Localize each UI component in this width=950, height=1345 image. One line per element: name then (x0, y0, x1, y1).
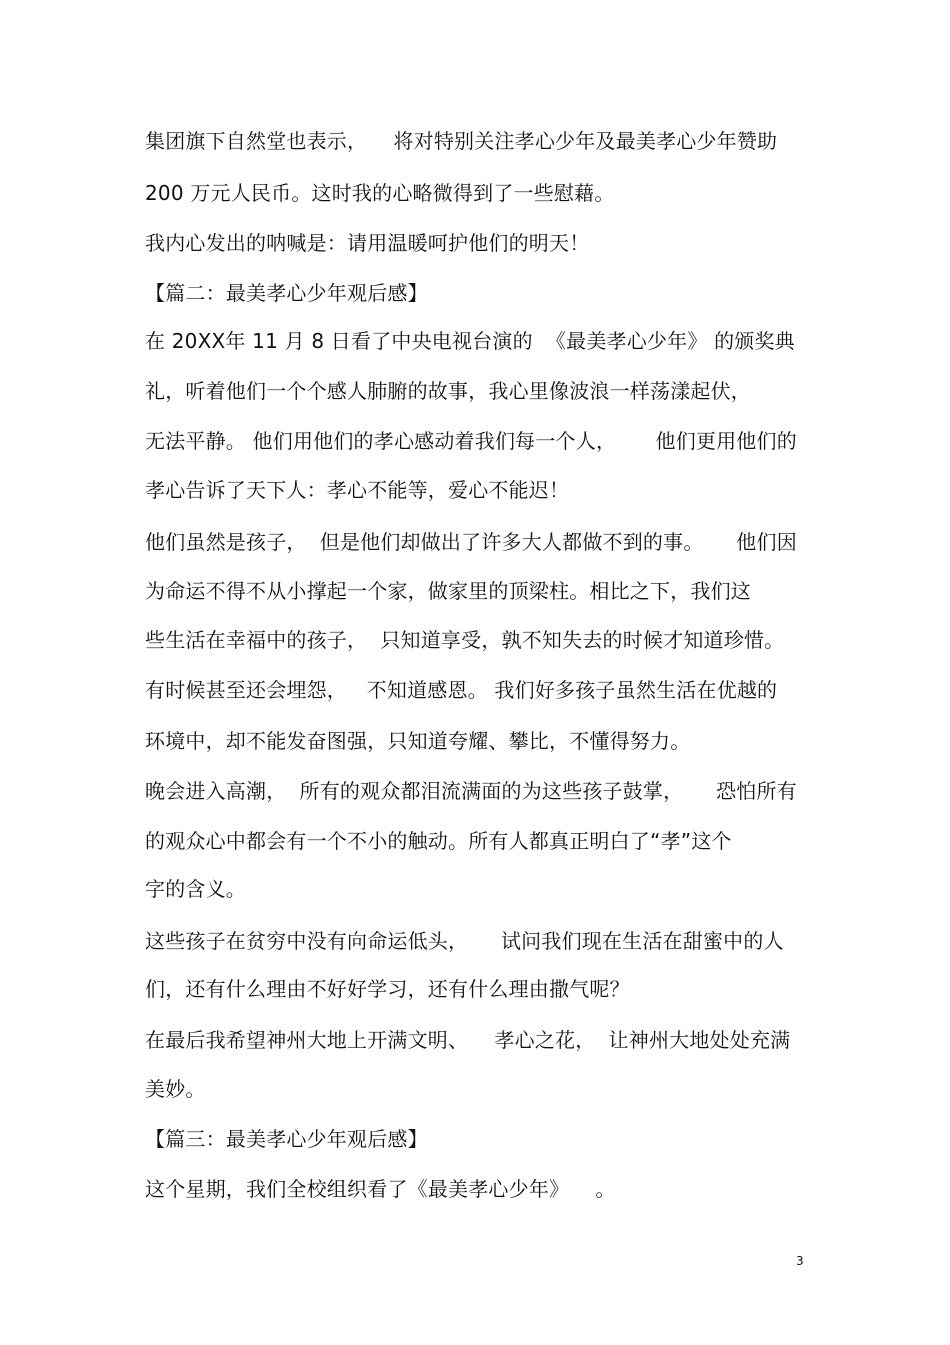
text-line: 在 20XX年 11 月 8 日看了中央电视台演的 《最美孝心少年》 的颁奖典 (145, 329, 795, 353)
text-line: 我内心发出的呐喊是：请用温暖呵护他们的明天！ (145, 231, 590, 255)
text-line: 200 万元人民币。这时我的心略微得到了一些慰藉。 (145, 181, 615, 205)
text-line: 这个星期，我们全校组织看了《最美孝心少年》 。 (145, 1177, 616, 1201)
text-line: 晚会进入高潮， 所有的观众都泪流满面的为这些孩子鼓掌， 恐怕所有 (145, 779, 797, 803)
text-line: 孝心告诉了天下人：孝心不能等，爱心不能迟！ (145, 478, 570, 502)
section-heading: 【篇三：最美孝心少年观后感】 (145, 1127, 428, 1151)
text-line: 集团旗下自然堂也表示， 将对特别关注孝心少年及最美孝心少年赞助 (145, 129, 778, 153)
text-line: 环境中，却不能发奋图强，只知道夸耀、攀比，不懂得努力。 (145, 729, 691, 753)
text-line: 字的含义。 (145, 877, 246, 901)
text-line: 在最后我希望神州大地上开满文明、 孝心之花， 让神州大地处处充满 (145, 1028, 791, 1052)
section-heading: 【篇二：最美孝心少年观后感】 (145, 281, 428, 305)
text-line: 的观众心中都会有一个不小的触动。所有人都真正明白了“孝”这个 (145, 829, 732, 853)
text-line: 为命运不得不从小撑起一个家，做家里的顶梁柱。相比之下，我们这 (145, 579, 751, 603)
text-line: 这些孩子在贫穷中没有向命运低头， 试问我们现在生活在甜蜜中的人 (145, 929, 784, 953)
text-line: 他们虽然是孩子， 但是他们却做出了许多大人都做不到的事。 他们因 (145, 530, 797, 554)
text-line: 些生活在幸福中的孩子， 只知道享受，孰不知失去的时候才知道珍惜。 (145, 628, 785, 652)
text-line: 美妙。 (145, 1077, 206, 1101)
text-line: 无法平静。 他们用他们的孝心感动着我们每一个人， 他们更用他们的 (145, 429, 797, 453)
text-line: 有时候甚至还会埋怨， 不知道感恩。 我们好多孩子虽然生活在优越的 (145, 678, 778, 702)
text-line: 礼，听着他们一个个感人肺腑的故事，我心里像波浪一样荡漾起伏， (145, 379, 751, 403)
page-number: 3 (796, 1254, 804, 1268)
text-line: 们，还有什么理由不好好学习，还有什么理由撒气呢？ (145, 977, 630, 1001)
